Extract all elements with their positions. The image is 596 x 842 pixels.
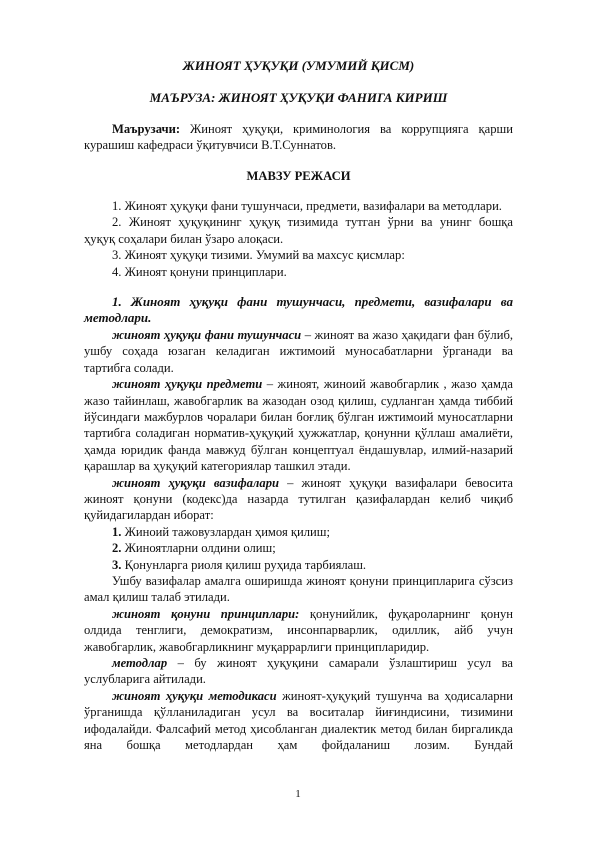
plan-item-1: 1. Жиноят ҳуқуқи фани тушунчаси, предмети, вазифалари ва методлари. (112, 199, 502, 214)
principles-text: қонунийлик, фуқароларнинг қонун олдида тенглиги, демократизм, инсонпарварлик, одиллик, айб учун жавобгарлик, жавобгарликнинг муқаррарлиги принципларидир. (84, 606, 513, 654)
plan-title: МАВЗУ РЕЖАСИ (246, 168, 351, 183)
plan-item-3: 3. Жиноят ҳуқуқи тизими. Умумий ва махсус қисмлар: (112, 248, 405, 263)
section-heading-cont: методлари. (84, 310, 152, 326)
subject-term: жиноят ҳуқуқи предмети (112, 377, 263, 392)
task-num-3: 3. (112, 557, 122, 572)
task-num-2: 2. (112, 541, 122, 556)
task-num-1: 1. (112, 524, 122, 539)
lecturer-text-a: Жиноят ҳуқуқи, криминология ва коррупцияга қарши (180, 121, 513, 136)
tasks-text: – жиноят ҳуқуқи вазифалари бевосита жиноят қонуни (кодекс)да назарда тутилган қазифалардан келиб чиқиб қуйидагилардан иборат: (84, 475, 513, 523)
page-number: 1 (295, 788, 301, 800)
task-item-2 (84, 540, 513, 556)
tasks-note: Ушбу вазифалар амалга оширишда жиноят қонуни принципларига сўзсиз амал қилиш талаб этилади. (84, 573, 513, 605)
tasks-term: жиноят ҳуқуқи вазифалари (112, 475, 279, 490)
lecturer-line-2: курашиш кафедраси ўқитувчиси В.Т.Суннатов. (84, 138, 337, 153)
methods-paragraph (84, 655, 513, 688)
spacer (84, 107, 513, 121)
document-title: ЖИНОЯТ ҲУҚУҚИ (УМУМИЙ ҚИСМ) (182, 58, 415, 73)
task-text-2: Жиноятларни олдини олиш; (121, 541, 276, 556)
lecturer-line (84, 121, 513, 137)
task-text-3: Қонунларга риоля қилиш руҳида тарбиялаш. (121, 557, 367, 572)
spacer (84, 154, 513, 168)
methodology-text: жиноят-ҳуқуқий тушунча ва ҳодисаларни ўрганишда қўлланиладиган усул ва воситалар йиғиндисини, тизимини ифодалайди. Фалсафий метод ҳисобланган диалектик метод билан биргаликда яна бошқа методлардан ҳам фойдаланиш лозим. Бундай (84, 688, 513, 753)
subject-paragraph (84, 376, 513, 474)
concept-term: жиноят ҳуқуқи фани тушунчаси (112, 327, 302, 342)
plan-item-2-cont: ҳуқуқ соҳалари билан ўзаро алоқаси. (84, 231, 284, 246)
task-item-3 (84, 557, 513, 573)
methodology-term: жиноят ҳуқуқи методикаси (112, 688, 277, 703)
plan-item-4: 4. Жиноят қонуни принциплари. (112, 264, 287, 279)
lecture-title: МАЪРУЗА: ЖИНОЯТ ҲУҚУҚИ ФАНИГА КИРИШ (149, 90, 448, 106)
methods-text: – бу жиноят ҳуқуқини самарали ўзлаштириш усул ва услубларига айтилади. (84, 656, 513, 687)
concept-text: – жиноят ва жазо ҳақидаги фан бўлиб, ушбу соҳада юзаган келадиган ижтимоий муносабатларни ўрганади ва тартибга солади. (84, 327, 513, 375)
lecturer-label: Маърузачи: (112, 121, 181, 136)
spacer (84, 74, 513, 88)
methodology-paragraph (84, 688, 513, 754)
subject-text: – жиноят, жиноий жавобгарлик , жазо ҳамда жазо тайинлаш, жавобгарлик ва жазодан озод қилиш, судланган ҳамда тиббий йўсиндаги мажбурлов чоралари билан боғлиқ бўлган ижтимоий муносатларни тартибга соладиган норматив-ҳуқуқий ҳужжатлар, қонунни қўллаш амалиёти, ҳамда юридик фанда мавжуд бўлган концептуал ёндашувлар, илмий-назарий қарашлар ва ҳуқуқий категориялар ташкил этади. (84, 377, 513, 474)
principles-paragraph (84, 606, 513, 655)
tasks-paragraph (84, 475, 513, 524)
page-content (84, 56, 513, 753)
task-text-1: Жиноий тажовузлардан ҳимоя қилиш; (121, 524, 330, 539)
task-item-1 (84, 524, 513, 540)
spacer (84, 184, 513, 198)
principles-term: жиноят қонуни принциплари: (112, 606, 300, 621)
methods-term: методлар (112, 656, 168, 670)
section-heading: 1. Жиноят ҳуқуқи фани тушунчаси, предмети, вазифалари ва (112, 294, 513, 310)
concept-paragraph (84, 327, 513, 376)
plan-item-2: 2. Жиноят ҳуқуқининг ҳуқуқ тизимида тутган ўрни ва унинг бошқа (112, 215, 513, 230)
